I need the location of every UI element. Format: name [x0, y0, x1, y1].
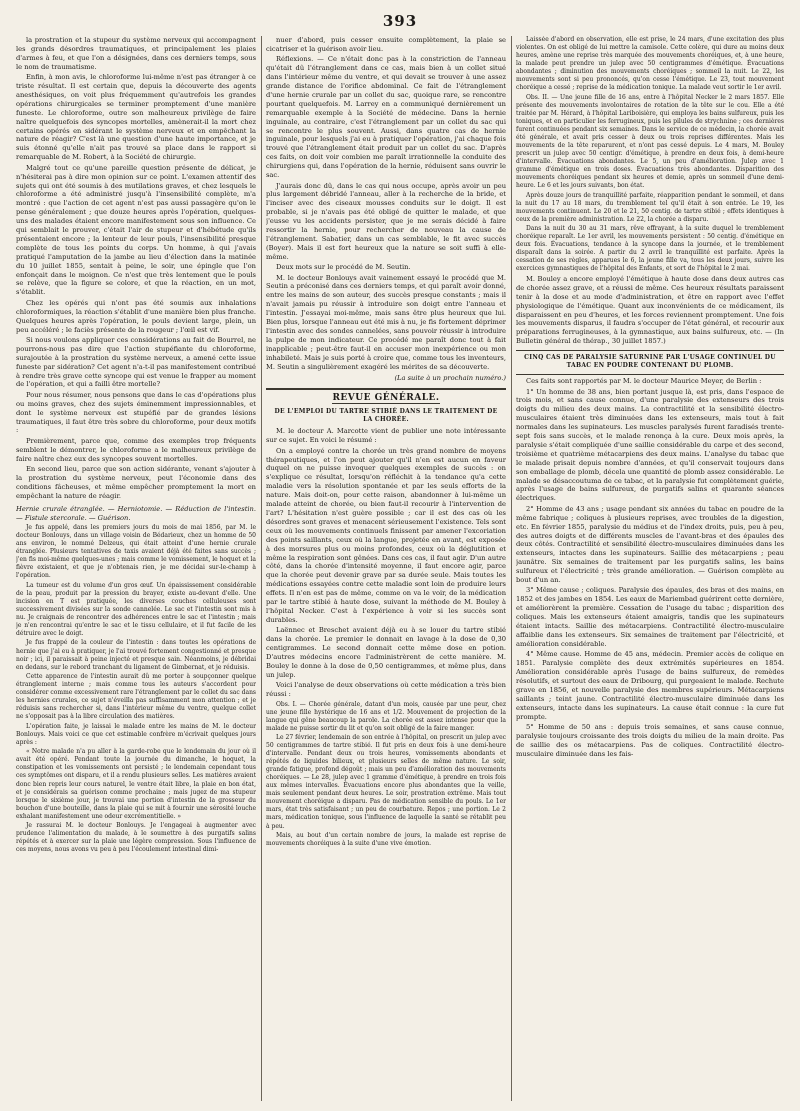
column-right — [516, 36, 784, 1106]
paragraph: En second lieu, parce que son action sidérante, venant s'ajouter à la prostration du système nerveux, peut l'économie dans des conditions fâcheuses, et même empêcher promptement la mort en empêchant la nature de réagir. — [16, 465, 256, 500]
section-heading — [266, 393, 506, 405]
column-divider — [511, 36, 512, 1101]
column-divider — [261, 36, 262, 1101]
paragraph: Je rassurai M. le docteur Bonlouys. Je l'engageai à augmenter avec prudence l'alimentation du malade, à le soumettre à des purgatifs salins répétés et à exercer sur la plaie une légère compression. Sous l'influence de ces moyens, nous avons vu peu à peu l'écoulement intestinal dimi- — [16, 822, 256, 854]
case-text — [16, 524, 256, 854]
paragraph: Réflexions. — Ce n'était donc pas à la constriction de l'anneau qu'était dû l'étranglement dans ce cas, mais bien à un collet situé dans l'intérieur même du ventre, et qui devait se trouver à une assez grande distance de l'orifice abdominal. Ce fait de l'étranglement d'une hernie crurale par un collet du sac, quoique rare, se rencontre pourtant quelquefois. M. Larrey en a communiqué dernièrement un remarquable exemple à la Société de médecine. Dans la hernie inguinale, au contraire, c'est l'étranglement par un collet du sac qui se rencontre le plus souvent. Aussi, dans quatre cas de hernie inguinale, pour lesquels j'ai eu à pratiquer l'opération, j'ai chaque fois trouvé que l'étranglement était produit par un collet du sac. D'après ces faits, on doit voir combien me paraît irrationnelle la conduite des chirurgiens qui, dans l'opération de la hernie, réduisent sans ouvrir le sac. — [266, 55, 506, 180]
paragraph: Ces faits sont rapportés par M. le docteur Maurice Meyer, de Berlin : — [526, 377, 762, 386]
paragraph: Laënnec et Breschet avaient déjà eu à se louer du tartre stibié dans la chorée. Le premier le donnait en lavage à la dose de 0,30 centigrammes. Le second donnait cette même dose en potion. D'autres médecins encore l'administrèrent de cette manière. M. Bouley le donne à la dose de 0,50 centigrammes, et même plus, dans un julep. — [266, 626, 506, 679]
paragraph: Mais, au bout d'un certain nombre de jours, la malade est reprise de mouvements choréiques à la suite d'une vive émotion. — [266, 832, 506, 848]
paragraph: Chez les opérés qui n'ont pas été soumis aux inhalations chloroformiques, la réaction s'établit d'une manière bien plus franche. Quelques heures après l'opération, le pouls devient large, plein, un peu accéléré ; le faciès présente de la rougeur ; l'œil est vif. — [16, 298, 256, 334]
paragraph: Voici l'analyse de deux observations où cette médication a très bien réussi : — [266, 681, 506, 699]
paragraph: On a employé contre la chorée un très grand nombre de moyens thérapeutiques, et l'on peut ajouter qu'il n'en est aucun en faveur duquel on ne puisse invoquer quelques exemples de succès : on s'explique ce résultat, lorsqu'on réfléchit à la tendance qu'a cette maladie vers la résolution spontanée et par les seuls efforts de la nature. Mais doit-on, pour cette raison, abandonner à lui-même un malade atteint de chorée, ou bien faut-il recourir à l'intervention de l'art? L'hésitation n'est guère possible ; car il est des cas où les désordres sont graves et menacent sérieusement l'existence. Tels sont ceux où les mouvements continuels finissent par amener l'excoriation des points saillants, ceux où la langue, projetée en avant, est exposée à des morsures plus ou moins profondes, ceux où la déglutition et même la respiration sont gênées. Dans ces cas, il faut agir. D'un autre côté, dans la chorée d'intensité moyenne, il faut encore agir, parce que la chorée peut devenir grave par sa durée seule. Mais toutes les médications essayées contre cette maladie sont loin de produire leurs effets. Il n'en est pas de même, comme on va le voir, de la médication par le tartre stibié à haute dose, suivant la méthode de M. Bouley à l'hôpital Necker. C'est à l'expérience à voir si les succès sont durables. — [266, 446, 506, 624]
column-left — [16, 36, 256, 1106]
article-title: DE L'EMPLOI DU TARTRE STIBIÉ DANS LE TRAITEMENT DE LA CHORÉE. — [274, 408, 498, 424]
paragraph: Deux mots sur le procédé de M. Seutin. — [276, 263, 411, 272]
continuation-note: (La suite à un prochain numéro.) — [394, 373, 506, 382]
paragraph: La tumeur est du volume d'un gros œuf. Un épaississement considérable de la peau, produit par la pression du brayer, existe au-devant d'elle. Une incision en T est pratiquée, les diverses couches celluleuses sont successivement divisées sur la sonde cannelée. Le sac et l'intestin sont mis à nu. Je craignais de rencontrer des adhérences entre le sac et l'intestin ; mais je n'en rencontrai qu'entre le sac et le tissu cellulaire, et il fut facile de les détruire avec le doigt. — [16, 581, 256, 637]
case-title: Hernie crurale étranglée. — Herniotomie. — Réduction de l'intestin. — Fistule stercorale. — Guérison. — [16, 504, 256, 522]
paragraph: Après douze jours de tranquillité parfaite, réapparition pendant le sommeil, et dans la nuit du 17 au 18 mars, du tremblement tel qu'il était à son entrée. Le 19, les mouvements continuent. Le 20 et le 21, 50 centig. de tartre stibié ; effets identiques à ceux de la première administration. Le 22, la chorée a disparu. — [516, 191, 784, 223]
article-title: CINQ CAS DE PARALYSIE SATURNINE PAR L'USAGE CONTINUEL DU TABAC EN POUDRE CONTENANT DU PLOMB. — [524, 354, 776, 370]
paragraph: 4° Même cause. Homme de 45 ans, médecin. Premier accès de colique en 1851. Paralysie complète des deux extrémités supérieures en 1854. Amélioration considérable après l'usage de bains sulfureux, de remèdes résolutifs, et surtout des eaux de Dribourg, qui purgeaient le malade. Rechute grave en 1856, et nouvelle paralysie des membres supérieurs. Métacarpiens saillants ; teint jaune. Contractilité électro-musculaire diminuée dans les extenseurs, intacte dans les supinateurs. La cause était connue : la cure fut prompte. — [516, 650, 784, 721]
section-heading-text: REVUE GÉNÉRALE. — [332, 393, 440, 404]
paragraph: la prostration et la stupeur du système nerveux qui accompagnent les grands désordres traumatiques, et principalement les plaies d'armes à feu, et que l'on a désignées, dans ces derniers temps, sous le nom de traumatisme. — [16, 36, 256, 71]
paragraph: Dans la nuit du 30 au 31 mars, rêve effrayant, à la suite duquel le tremblement choréique reparaît. Le 1er avril, les mouvements persistent : 50 centig. d'émétique en deux fois. Évacuations, tendance à la syncope dans la journée, et le tremblement disparaît dans la soirée. A partir du 2 avril le tranquillité est parfaite. Après la cessation de ses règles, apparues le 6, la jeune fille va, tous les deux jours, suivre les exercices gymnastiques de l'hôpital des Enfants, et sort de l'hôpital le 2 mai. — [516, 225, 784, 273]
paragraph: Si nous voulons appliquer ces considérations au fait de Bourrel, ne pourrons-nous pas dire que l'action stupéfiante du chloroforme, surajoutée à la prostration du système nerveux, a amené cette issue funeste par sidération? Cet agent n'a-t-il pas manifestement contribué à rendre très grave cette syncope qui est venue le frapper au moment de l'opération, et qui a failli être mortelle? — [16, 335, 256, 389]
paragraph: Je fus frappé de la couleur de l'intestin : dans toutes les opérations de hernie que j'ai eu à pratiquer, je l'ai trouvé fortement congestionné et presque noir ; ici, il paraissait à peine injecté et presque sain. Néanmoins, je débridai en dedans, sur le rebord tranchant du ligament de Gimbernat, et je réduisis. — [16, 639, 256, 671]
paragraph: Cette apparence de l'intestin aurait dû me porter à soupçonner quelque étranglement interne ; mais comme tous les auteurs s'accordent pour considérer comme excessivement rare l'étranglement par le collet du sac dans les hernies crurales, ce sujet n'éveilla pas suffisamment mon attention ; et je réduisis sans rechercher si, dans l'intérieur même du ventre, quelque collet ne s'opposait pas à la libre circulation des matières. — [16, 673, 256, 721]
paragraph: L'opération faite, je laissai le malade entre les mains de M. le docteur Bonlouys. Mais voici ce que cet estimable confrère m'écrivait quelques jours après : — [16, 722, 256, 746]
paragraph: nuer d'abord, puis cesser ensuite complètement, la plaie se cicatriser et la guérison avoir lieu. — [266, 36, 506, 53]
paragraph: M. le docteur A. Marcotte vient de publier une note intéressante sur ce sujet. En voici le résumé : — [266, 427, 506, 445]
paragraph: 1° Un homme de 38 ans, bien portant jusque là, est pris, dans l'espace de trois mois, et sans cause connue, d'une paralysie des extenseurs des trois doigts du milieu des deux mains. La contractilité et la sensibilité électro-musculaires étaient très diminuées dans les extenseurs, mais tout à fait normales dans les supinateurs. Les muscles paralysés furent faradisés trente-sept fois sans succès, et le malade renonça à la cure. Deux mois après, la paralysie s'était compliquée d'une saillie considérable du carpe et des second, troisième et quatrième métacarpiens des deux mains. L'analyse du tabac que le malade prisait depuis nombre d'années, et qu'il conservait toujours dans son emballage de plomb, décela une quantité de plomb assez considérable. Le malade se désaccoutuma de ce tabac, et la paralysie fut complètement guérie, après l'usage de bains sulfureux, de purgatifs salins et quarante séances électriques. — [516, 387, 784, 503]
paragraph: « Notre malade n'a pu aller à la garde-robe que le lendemain du jour où il avait été opéré. Pendant toute la journée du dimanche, le hoquet, la constipation et les vomissements ont persisté ; le lendemain cependant tous ces symptômes ont disparu, et il a rendu plusieurs selles. Les matières avaient donc bien repris leur cours naturel, le ventre était libre, la plaie en bon état, et je considérais sa guérison comme prochaine ; mais jugez de ma stupeur lorsque le sixième jour, je trouvai une portion d'intestin de la grosseur du bouchon d'une bouteille, dans la plaie qui se mit à fournir une sérosité louche exhalant manifestement une odeur excrémentitielle. » — [16, 748, 256, 820]
observations — [266, 701, 506, 849]
paragraph: Obs. II. — Une jeune fille de 16 ans, entre à l'hôpital Necker le 2 mars 1857. Elle présente des mouvements involontaires de rotation de la tête sur le cou. Elle a été traitée par M. Hérard, à l'hôpital Lariboisière, qui employa les bains sulfureux, puis les toniques, et en particulier les ferrugineux, puis les pilules de strychnine ; ces dernières furent continuées pendant six semaines. Dans le service de ce médecin, la chorée avait été générale, et avait pris cesser à deux ou trois reprises différentes. Mais les mouvements de la tête reparurent, et n'ont pas cessé depuis. Le 4 mars, M. Bouley prescrit un julep avec 50 centigr. d'émétique, à prendre en deux fois, à demi-heure d'intervalle. Évacuations abondantes. Le 5, un peu d'amélioration. Julep avec 1 gramme d'émétique en trois doses. Évacuations très abondantes. Disparition des mouvements choréiques pendant six heures et demie, après un sommeil d'une demi-heure. Le 6 et les jours suivants, bon état. — [516, 93, 784, 190]
paragraph: Laissée d'abord en observation, elle est prise, le 24 mars, d'une excitation des plus violentes. On est obligé de lui mettre la camisole. Cette colère, qui dure au moins deux heures, amène une reprise très marquée des mouvements choréiques, et, à une heure, la malade peut prendre un julep avec 50 centigrammes d'émétique. Évacuations abondantes ; diminution des mouvements choréiques ; sommeil la nuit. Le 22, les mouvements sont si peu prononcés, qu'on cesse l'émétique. Le 23, tout mouvement choréique a cessé ; reprise de la médication tonique. La malade veut sortir le 1er avril. — [516, 36, 784, 92]
paragraph: 3° Même cause ; coliques. Paralysie des épaules, des bras et des mains, en 1852 et des jambes en 1854. Les eaux de Mariembad guérirent cette dernière, et améliorèrent la première. Cessation de l'usage du tabac ; disparition des coliques. Mais les extenseurs étaient amaigris, tandis que les supinateurs étaient intacts. Saillie des métacarpiens. Contractilité électro-musculaire affaiblie dans les extenseurs. Six semaines de traitement par l'électricité, et amélioration considérable. — [516, 586, 784, 648]
paragraph: Je fus appelé, dans les premiers jours du mois de mai 1856, par M. le docteur Bonlouys, dans un village voisin de Bédarieux, chez un homme de 50 ans environ, le nommé Delzeus, qui était atteint d'une hernie crurale étranglée. Plusieurs tentatives de taxis avaient déjà été faites sans succès ; j'en fis moi-même quelques-unes ; mais comme le vomissement, le hoquet et la fièvre existaient, et que je n'obtenais rien, je me décidai sur-le-champ à l'opération. — [16, 524, 256, 580]
section-divider — [266, 388, 506, 390]
column-middle — [266, 36, 506, 1106]
paragraph: Premièrement, parce que, comme des exemples trop fréquents semblent le démontrer, le chloroforme a le malheureux privilège de faire naître chez eux des syncopes souvent mortelles. — [16, 436, 256, 463]
paragraph: Obs. I. — Chorée générale, datant d'un mois, causée par une peur, chez une jeune fille hystérique de 16 ans et 1/2. Mouvement de projection de la langue qui gêne beaucoup la parole. La chorée est assez intense pour que la malade ne puisse sortir du lit et qu'on soit obligé de la faire manger. — [266, 700, 506, 732]
paragraph: 5° Homme de 50 ans : depuis trois semaines, et sans cause connue, paralysie toujours croissante des trois doigts du milieu de la main droite. Pas de saillie des os métacarpiens. Pas de coliques. Contractilité électro-musculaire diminuée dans les fais- — [516, 723, 784, 758]
paragraph: M. Bouley a encore employé l'émétique à haute dose dans deux autres cas de chorée assez grave, et a réussi de même. Ces heureux résultats paraissent tenir à la dose et au mode d'administration, et être en rapport avec l'effet physiologique de l'émétique. Quant aux inconvénients de ce médicament, ils disparaissent en peu d'heures, et les forces reviennent promptement. Une fois les mouvements disparus, il faudra s'occuper de l'état général, et recourir aux préparations ferrugineuses, à la gymnastique, aux bains sulfureux, etc. — (In Bulletin général de thérap., 30 juillet 1857.) — [516, 274, 784, 346]
paragraph: Pour nous résumer, nous pensons que dans le cas d'opérations plus ou moins graves, chez des sujets éminemment impressionnables, et dont le système nerveux est stupéfié par de grandes lésions traumatiques, il faut être très sobre du chloroforme, pour deux motifs : — [16, 390, 256, 435]
paragraph: Le 27 février, lendemain de son entrée à l'hôpital, on prescrit un julep avec 50 centigrammes de tartre stibié. Il fut pris en deux fois à une demi-heure d'intervalle. Pendant deux ou trois heures, vomissements abondants et répétés de liquides bilieux, et plusieurs selles de même nature. Le soir, grande fatigue, profond dégoût ; mais un peu d'amélioration des mouvements choréiques. — Le 28, julep avec 1 gramme d'émétique, à prendre en trois fois aux mêmes intervalles. Évacuations encore plus abondantes que la veille, mais seulement pendant deux heures. Le soir, prostration extrême. Mais tout mouvement choréique a disparu. Pas de médication sensible du pouls. Le 1er mars, état très satisfaisant ; un peu de courbature. Repos ; une portion. Le 2 mars, médication tonique, sous l'influence de laquelle la santé se rétablit peu à peu. — [266, 734, 506, 830]
paragraph: Malgré tout ce qu'une pareille question présente de délicat, je n'hésiterai pas à dire mon opinion sur ce point. L'examen attentif des sujets qui ont été soumis à des mutilations graves, et chez lesquels le chloroforme a été administré jusqu'à l'insensibilité complète, m'a montré : que l'action de cet agent n'est pas aussi passagère qu'on le pense généralement ; que douze heures après l'opération, quelques-uns des malades étaient encore manifestement sous son influence. Ce qui semblait le prouver, c'était l'air de stupeur et d'hébétude qu'ils présentaient encore ; la lenteur de leur pouls, l'insensibilité presque complète de tous les points du corps. Un homme, à qui j'avais pratiqué l'amputation de la jambe au lieu d'élection dans la matinée du 10 juillet 1855, sentait à peine, le soir, une épingle que l'on enfonçait dans le moignon. Ce n'est que très lentement que le pouls se relève, que la figure se colore, et que la réaction, en un mot, s'établit. — [16, 163, 256, 297]
paragraph: M. le docteur Bonlouys avait vainement essayé le procédé que M. Seutin a préconisé dans ces derniers temps, et qui paraît avoir donné, entre les mains de son auteur, des succès presque constants ; mais il n'avait jamais pu réussir à introduire son doigt entre l'anneau et l'intestin. J'essayai moi-même, mais sans être plus heureux que lui. Bien plus, lorsque l'anneau eut été mis à nu, je fis fortement déprimer l'intestin avec des sondes cannelées, sans pouvoir réussir à introduire la pulpe de mon indicateur. Ce procédé me paraît donc tout à fait inapplicable ; peut-être faut-il en accuser mon inexpérience ou mon inhabileté. Mais je suis porté à croire que, comme tous les inventeurs, M. Seutin a singulièrement exagéré les mérites de sa découverte. — [266, 273, 506, 371]
observations — [516, 36, 784, 273]
paragraph: J'aurais donc dû, dans le cas qui nous occupe, après avoir un peu plus largement débridé l'anneau, aller à la recherche de la bride, et l'inciser avec des ciseaux mousses conduits sur le doigt. Il est probable, si je n'avais pas été obligé de quitter le malade, et que j'eusse vu les accidents persister, que je me serais décidé à faire ressortir la hernie, pour rechercher de nouveau la cause de l'étranglement. Sabatier, dans un cas semblable, le fit avec succès (Boyer). Mais il est fort heureux que la nature se soit suffi à elle-même. — [266, 181, 506, 261]
page-number: 393 — [382, 12, 418, 30]
section-divider — [516, 374, 784, 375]
paragraph: 2° Homme de 43 ans ; usage pendant six années du tabac en poudre de la même fabrique ; coliques à plusieurs reprises, avec troubles de la digestion, etc. En février 1855, paralysie du médius et de l'index droits, puis, peu à peu, des autres doigts et de différents muscles de l'avant-bras et des épaules des deux côtés. Contractilité et sensibilité électro-musculaires diminuées dans les extenseurs, intactes dans les supinateurs. Saillie des métacarpiens ; peau jaunâtre. Six semaines de traitement par les purgatifs salins, les bains sulfureux et l'électricité ; très grande amélioration. — Guérison complète au bout d'un an. — [516, 504, 784, 585]
section-divider — [516, 350, 784, 351]
paragraph: Enfin, à mon avis, le chloroforme lui-même n'est pas étranger à ce triste résultat. Il est certain que, depuis la découverte des agents anesthésiques, on voit plus fréquemment qu'autrefois les grandes opérations chirurgicales se terminer promptement d'une manière funeste. Le chloroforme, outre son malheureux privilège de faire naître quelquefois des syncopes mortelles, amènerait-il la mort chez certains opérés en sidérant le système nerveux et en empêchant la nature de réagir? C'est là une question d'une haute importance, et je suis étonné qu'elle n'ait pas trouvé sa place dans le rapport si remarquable de M. Robert, à la Société de chirurgie. — [16, 73, 256, 162]
